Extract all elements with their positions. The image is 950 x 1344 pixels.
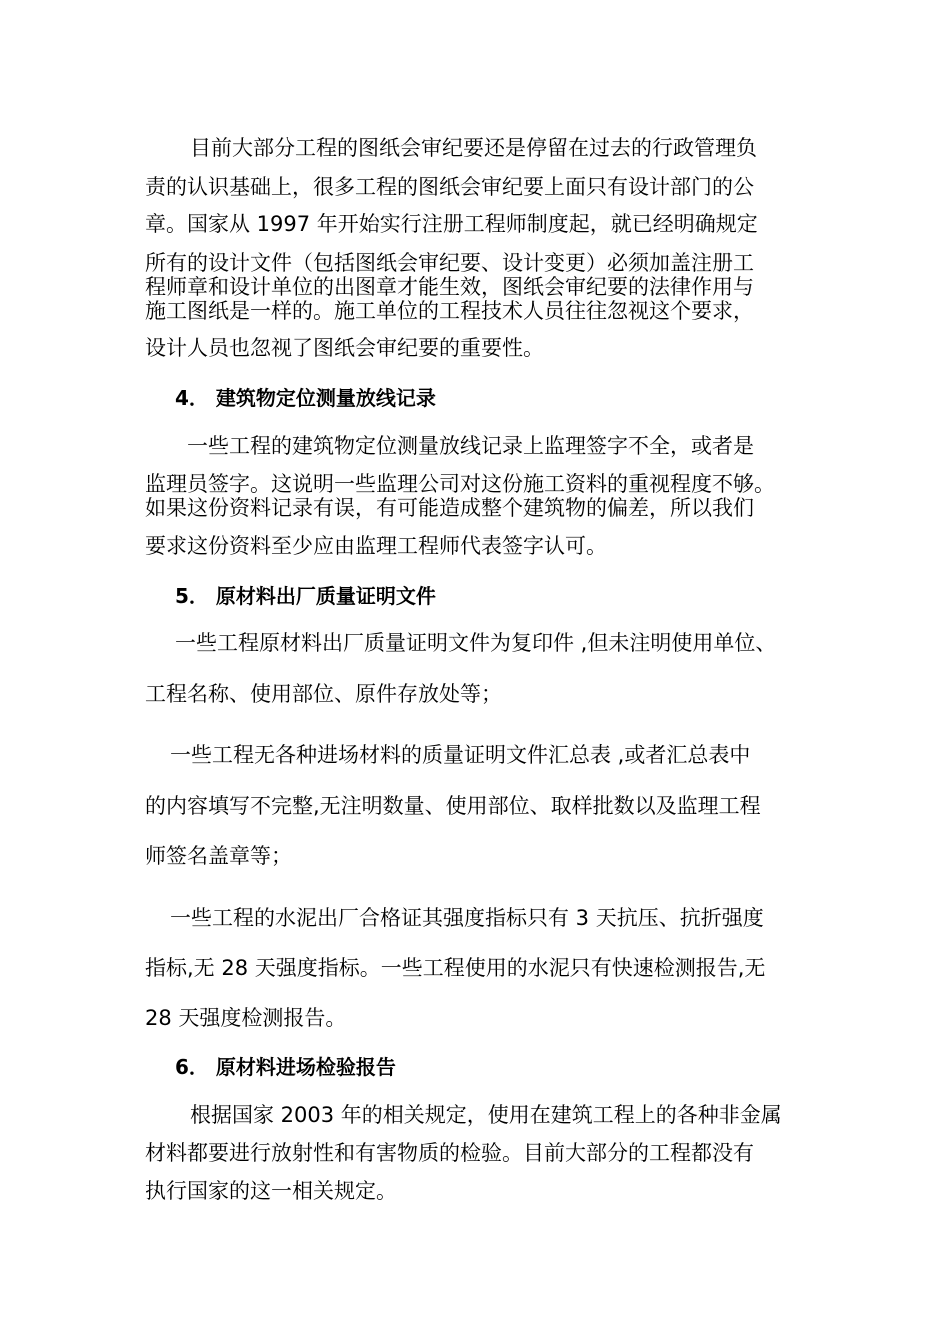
text-line: 一些工程无各种进场材料的质量证明文件汇总表 ,或者汇总表中 — [170, 743, 751, 767]
text-line: 施工图纸是一样的。施工单位的工程技术人员往往忽视这个要求， — [145, 299, 754, 323]
text-line: 程师章和设计单位的出图章才能生效，图纸会审纪要的法律作用与 — [145, 275, 754, 299]
text-line: 的内容填写不完整,无注明数量、使用部位、取样批数以及监理工程 — [145, 794, 761, 818]
text-line: 目前大部分工程的图纸会审纪要还是停留在过去的行政管理负 — [190, 136, 757, 160]
text-line: 如果这份资料记录有误，有可能造成整个建筑物的偏差，所以我们 — [145, 496, 754, 520]
text-line: 要求这份资料至少应由监理工程师代表签字认可。 — [145, 534, 607, 558]
text-line: 材料都要进行放射性和有害物质的检验。目前大部分的工程都没有 — [145, 1141, 754, 1165]
text-line: 工程名称、使用部位、原件存放处等； — [145, 682, 502, 706]
text-line: 章。国家从 1997 年开始实行注册工程师制度起，就已经明确规定 — [145, 212, 758, 236]
section-heading-5: 5． 原材料出厂质量证明文件 — [175, 584, 436, 608]
text-line: 监理员签字。这说明一些监理公司对这份施工资料的重视程度不够。 — [145, 472, 775, 496]
text-line: 一些工程原材料出厂质量证明文件为复印件 ,但未注明使用单位、 — [175, 631, 777, 655]
text-line: 师签名盖章等； — [145, 844, 292, 868]
text-line: 指标,无 28 天强度指标。一些工程使用的水泥只有快速检测报告,无 — [145, 956, 766, 980]
text-line: 28 天强度检测报告。 — [145, 1006, 347, 1030]
text-line: 责的认识基础上，很多工程的图纸会审纪要上面只有设计部门的公 — [145, 175, 754, 199]
text-line: 所有的设计文件（包括图纸会审纪要、设计变更）必须加盖注册工 — [145, 251, 754, 275]
section-heading-4: 4． 建筑物定位测量放线记录 — [175, 386, 436, 410]
text-line: 根据国家 2003 年的相关规定，使用在建筑工程上的各种非金属 — [190, 1103, 782, 1127]
text-line: 一些工程的水泥出厂合格证其强度指标只有 3 天抗压、抗折强度 — [170, 906, 764, 930]
section-heading-6: 6． 原材料进场检验报告 — [175, 1055, 396, 1079]
text-line: 设计人员也忽视了图纸会审纪要的重要性。 — [145, 336, 544, 360]
text-line: 一些工程的建筑物定位测量放线记录上监理签字不全，或者是 — [187, 434, 754, 458]
text-line: 执行国家的这一相关规定。 — [145, 1179, 397, 1203]
